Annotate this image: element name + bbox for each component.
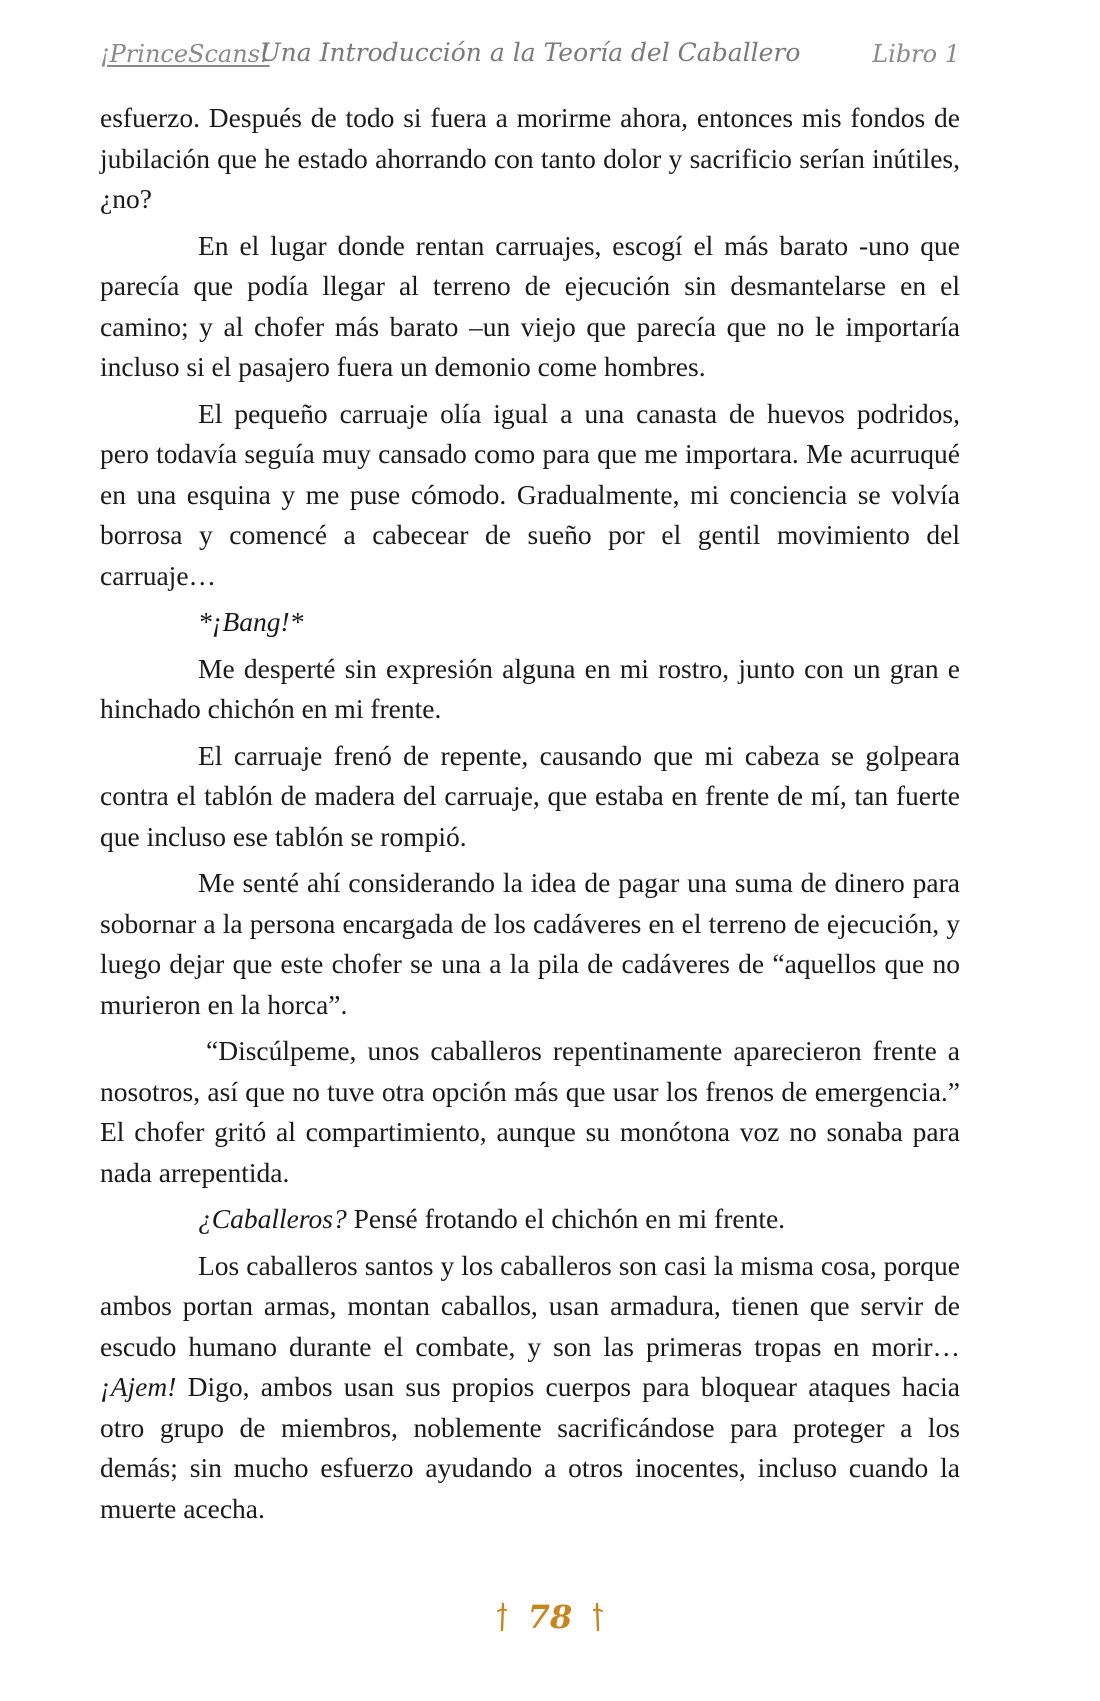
page-body — [100, 98, 960, 1535]
paragraph-10-after: Digo, ambos usan sus propios cuerpos para bloquear ataques hacia otro grupo de miembros, noblemente sacrificándose para proteger a los demás; sin mucho esfuerzo ayudando a otros inocentes, incluso cuando la muerte acecha. — [100, 1371, 960, 1524]
page-number: 78 — [527, 1598, 573, 1636]
paragraph-9-italic: ¿Caballeros? — [198, 1203, 347, 1234]
paragraph-8: “Discúlpeme, unos caballeros repentinamente aparecieron frente a nosotros, así que no tuve otra opción más que usar los frenos de emergencia.” El chofer gritó al compartimiento, aunque su monótona voz no sonaba para nada arrepentida. — [100, 1035, 960, 1188]
right-dagger-ornament-icon — [591, 1602, 605, 1632]
paragraph-2: En el lugar donde rentan carruajes, escogí el más barato -uno que parecía que podía llegar al terreno de ejecución sin desmantelarse en el camino; y al chofer más barato –un viejo que parecía que no le importaría incluso si el pasajero fuera un demonio come hombres. — [100, 229, 960, 382]
book-title: Una Introducción a la Teoría del Caballero — [259, 38, 801, 67]
scanlator-name: ¡PrinceScans! — [100, 40, 270, 68]
paragraph-7: Me senté ahí considerando la idea de pagar una suma de dinero para sobornar a la persona encargada de los cadáveres en el terreno de ejecución, y luego dejar que este chofer se una a la pila de cadáveres de “aquellos que no murieron en la horca”. — [100, 867, 960, 1020]
page-header — [100, 36, 960, 76]
paragraph-9-rest: Pensé frotando el chichón en mi frente. — [346, 1203, 786, 1234]
paragraph-10-italic: ¡Ajem! — [100, 1371, 177, 1402]
paragraph-1: esfuerzo. Después de todo si fuera a morirme ahora, entonces mis fondos de jubilación que he estado ahorrando con tanto dolor y sacrificio serían inútiles, ¿no? — [100, 102, 960, 214]
volume-label: Libro 1 — [872, 40, 960, 68]
paragraph-10-before: Los caballeros santos y los caballeros son casi la misma cosa, porque ambos portan armas, montan caballos, usan armadura, tienen que servir de escudo humano durante el combate, y son las primeras tropas en morir… — [100, 1249, 960, 1362]
paragraph-3: El pequeño carruaje olía igual a una canasta de huevos podridos, pero todavía seguía muy cansado como para que me importara. Me acurruqué en una esquina y me puse cómodo. Gradualmente, mi conciencia se volvía borrosa y comencé a cabecear de sueño por el gentil movimiento del carruaje… — [100, 397, 960, 591]
sound-effect-text: *¡Bang!* — [198, 606, 304, 637]
paragraph-9 — [100, 1199, 960, 1240]
paragraph-6: El carruaje frenó de repente, causando que mi cabeza se golpeara contra el tablón de madera del carruaje, que estaba en frente de mí, tan fuerte que incluso ese tablón se rompió. — [100, 739, 960, 852]
paragraph-5: Me desperté sin expresión alguna en mi rostro, junto con un gran e hinchado chichón en mi frente. — [100, 652, 960, 724]
paragraph-4-sound-effect — [100, 602, 960, 643]
left-dagger-ornament-icon — [495, 1602, 509, 1632]
page-footer — [0, 1598, 1100, 1636]
paragraph-10 — [100, 1246, 960, 1530]
